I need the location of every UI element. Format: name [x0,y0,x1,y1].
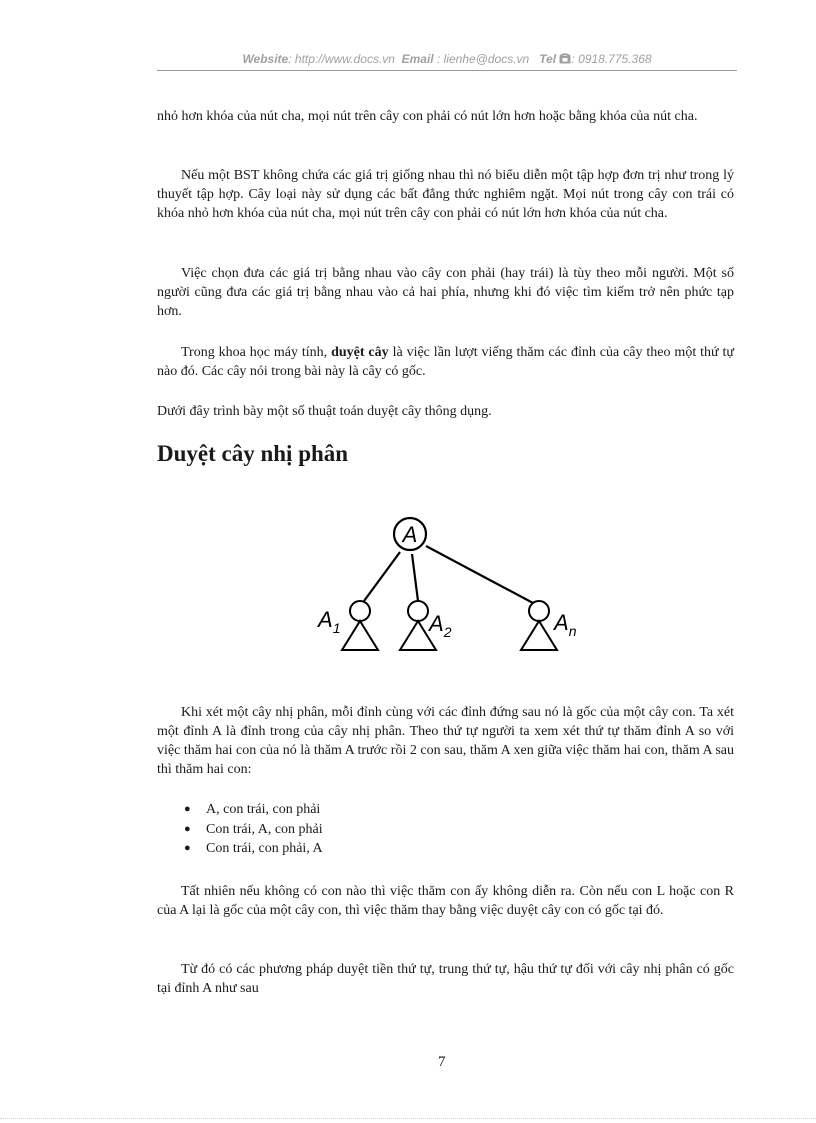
bullet-dot: ● [184,803,191,815]
visit-order-list [157,800,323,859]
list-item-text: A, con trái, con phải [206,802,321,817]
subtree-triangle-n [521,621,557,650]
list-item-text: Con trái, A, con phải [206,821,323,837]
paragraph-1: nhỏ hơn khóa của nút cha, mọi nút trên cây con phải có nút lớn hơn hoặc bằng khóa của nút cha. [157,109,698,124]
paragraph-3: Việc chọn đưa các giá trị bằng nhau vào cây con phải (hay trái) là tùy theo mỗi người. Một số người cũng đưa các giá trị bằng nhau vào cả hai phía, nhưng khi đó việc tìm kiếm trở nên phức tạp hơn. [157,266,734,319]
edge-root-child1 [364,552,400,601]
page-bottom-edge [0,1118,816,1119]
svg-text:A2 [427,611,452,640]
list-item [157,800,323,820]
page-number: 7 [438,1054,446,1070]
child-1-subscript: 1 [332,620,341,636]
child-node-1 [350,601,370,621]
tree-diagram [312,508,592,663]
edge-root-child2 [412,554,418,601]
child-n-subscript: n [568,623,577,639]
website-value: : http://www.docs.vn [288,52,395,66]
child-2-subscript: 2 [443,624,452,640]
paragraph-5: Dưới đây trình bày một số thuật toán duyệt cây thông dụng. [157,404,492,419]
paragraph-7: Tất nhiên nếu không có con nào thì việc thăm con ấy không diễn ra. Còn nếu con L hoặc con R của A lại là gốc của một cây con, thì việc thăm thay bằng việc duyệt cây con có gốc tại đó. [157,884,734,918]
tel-label: Tel [539,52,557,66]
bullet-dot: ● [184,842,191,854]
term-duyet-cay: duyệt cây [331,345,389,360]
paragraph-4-start: Trong khoa học máy tính, [181,345,332,360]
paragraph-6: Khi xét một cây nhị phân, mỗi đỉnh cùng với các đỉnh đứng sau nó là gốc của một cây con. Ta xét một đỉnh A là đỉnh trong của cây nhị phân. Theo thứ tự người ta xem xét thứ tự thăm đỉnh A so với việc thăm hai con của nó là thăm A trước rồi 2 con sau, thăm A xen giữa việc thăm hai con, thăm A sau thì thăm hai con: [157,705,734,777]
child-n-label: A [554,610,569,635]
bullet-dot: ● [184,822,191,835]
list-item-text: Con trái, con phải, A [206,841,323,856]
child-node-2 [408,601,428,621]
section-heading: Duyệt cây nhị phân [157,441,349,466]
paragraph-4 [157,343,734,381]
root-node-label: A [402,522,418,547]
email-value: : lienhe@docs.vn [433,52,530,66]
list-item [157,820,323,840]
website-label: Website [242,52,289,66]
subtree-triangle-1 [342,621,378,650]
tel-value: : 0918.775.368 [571,52,652,66]
svg-text:An [552,610,577,639]
paragraph-4-end: là việc lần lượt viếng thăm các đỉnh của cây theo một thứ tự nào đó. Các cây nói trong bài này là cây có gốc. [157,345,734,379]
list-item [157,839,323,859]
edge-root-childn [426,546,533,603]
paragraph-8: Từ đó có các phương pháp duyệt tiền thứ tự, trung thứ tự, hậu thứ tự đối với cây nhị phân có gốc tại đỉnh A như sau [157,962,734,996]
svg-text:A1 [316,607,340,636]
email-label: Email [401,52,434,66]
child-2-label: A [429,611,444,636]
phone-icon [559,53,571,67]
header-divider [157,70,737,71]
page-header [157,52,737,67]
child-1-label: A [318,607,333,632]
paragraph-2: Nếu một BST không chứa các giá trị giống nhau thì nó biểu diễn một tập hợp đơn trị như trong lý thuyết tập hợp. Cây loại này sử dụng các bất đẳng thức nghiêm ngặt. Mọi nút trong cây con trái có khóa nhỏ hơn khóa của nút cha, mọi nút trên cây con phải có nút lớn hơn khóa của nút cha. [157,168,734,221]
child-node-n [529,601,549,621]
